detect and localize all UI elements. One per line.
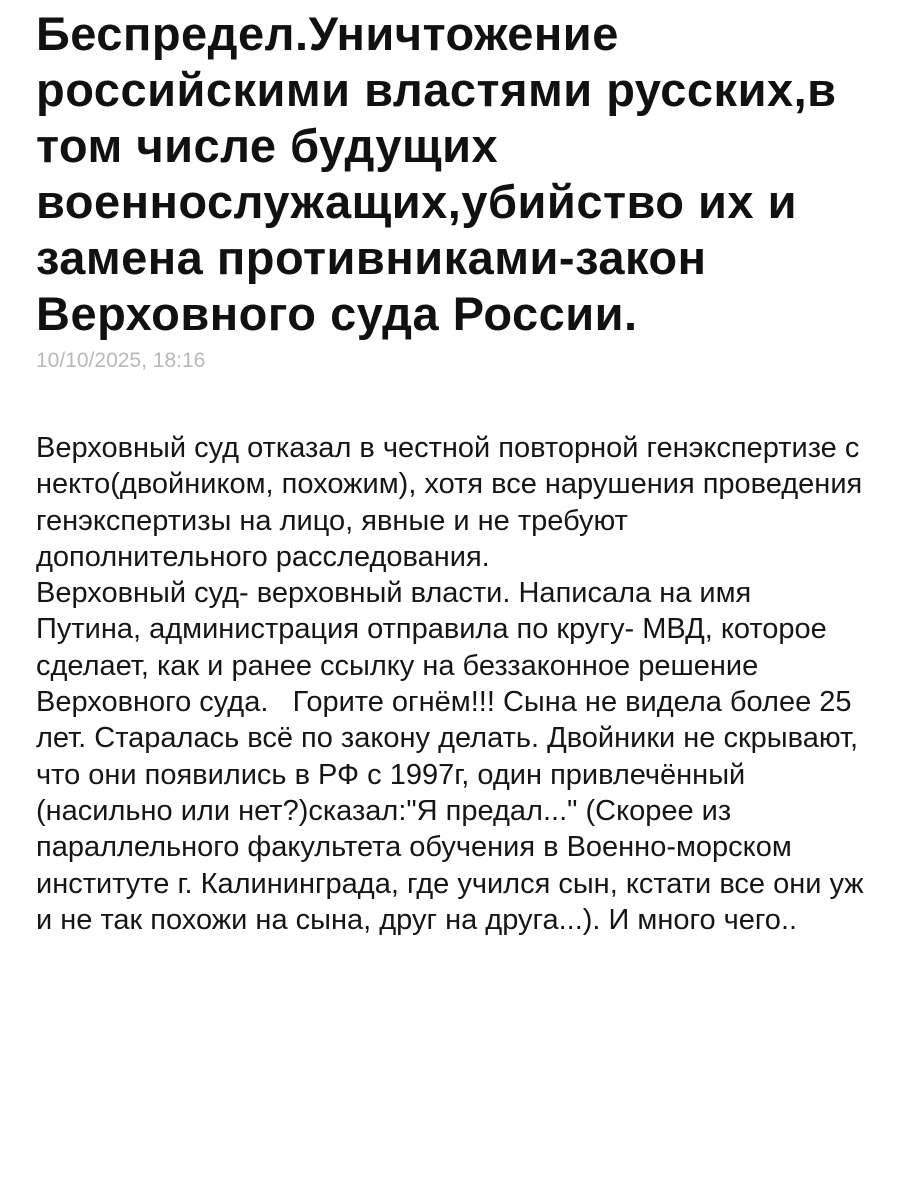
article-body: Верховный суд отказал в честной повторной генэкспертизе с некто(двойником, похожим), хотя все нарушения проведения генэкспертизы на лицо, явные и не требуют дополнительного расследования. Верховный суд- верховный власти. Написала на имя Путина, администрация отправила по кругу- МВД, которое сделает, как и ранее ссылку на беззаконное решение Верховного суда. Горите огнём!!! Сына не видела более 25 лет. Старалась всё по закону делать. Двойники не скрывают, что они появились в РФ с 1997г, один привлечённый (насильно или нет?)сказал:"Я предал..." (Скорее из параллельного факультета обучения в Военно-морском институте г. Калининграда, где учился сын, кстати все они уж и не так похожи на сына, друг на друга...). И много чего.. — [36, 432, 864, 936]
article-date: 10/10/2025, 18:16 — [36, 349, 206, 372]
article — [36, 0, 864, 938]
article-title: Беспредел.Уничтожение российскими властями русских,в том числе будущих военнослужащих,убийство их и замена противниками-закон Верховного суда России. — [36, 7, 837, 340]
